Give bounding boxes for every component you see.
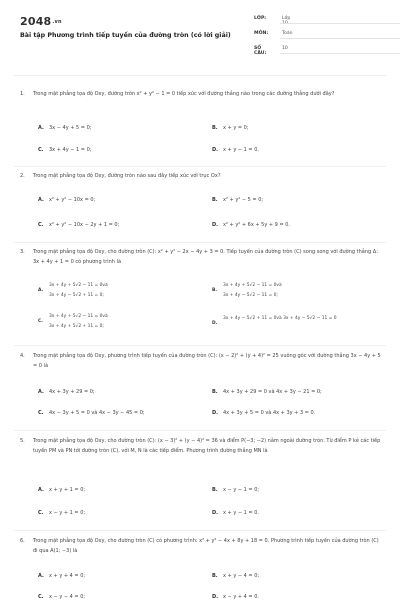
option-letter: B. <box>212 487 218 493</box>
option-text: x + y − 1 = 0. <box>223 510 259 516</box>
option-text: x + y − 4 = 0; <box>223 573 260 579</box>
option-letter: D. <box>212 321 218 326</box>
option-letter: B. <box>212 125 218 131</box>
meta-key: SỐ CÂU: <box>254 46 267 56</box>
option-letter: A. <box>38 389 44 395</box>
question-divider <box>14 166 386 167</box>
option-text: x + y + 1 = 0; <box>49 487 86 493</box>
meta-key: MÔN: <box>254 31 269 36</box>
question-number: 5. <box>20 438 25 444</box>
site-logo[interactable] <box>20 15 62 28</box>
option-text: 4x + 3y + 5 = 0 và 4x + 3y + 3 = 0. <box>223 410 316 416</box>
question-divider <box>14 430 386 431</box>
option-letter: A. <box>38 487 44 493</box>
question-number: 4. <box>20 353 25 359</box>
option-text: x − y + 1 = 0; <box>49 510 86 516</box>
header-divider <box>14 75 386 76</box>
option-letter: D. <box>212 222 219 228</box>
question-number: 2. <box>20 173 25 179</box>
option-text: x − y − 1 = 0; <box>223 487 260 493</box>
option-letter: C. <box>38 319 43 324</box>
page-title: Bài tập Phương trình tiếp tuyến của đường tròn (có lời giải) <box>20 32 231 39</box>
logo-suffix-text: .vn <box>52 19 62 25</box>
option-letter: B. <box>212 288 218 293</box>
question-number: 6. <box>20 538 25 544</box>
option-letter: C. <box>38 594 44 600</box>
option-letter: A. <box>38 573 44 579</box>
option-letter: C. <box>38 510 44 516</box>
meta-underline <box>280 38 400 39</box>
meta-underline <box>280 23 400 24</box>
question-text: Trong mặt phẳng tọa độ Oxy, cho đường tròn (C): (x − 3)² + (y − 4)² = 36 và điểm P(−3; −2) nằm ngoài đường tròn. Từ điểm P kẻ các tiếp tuyến PM và PN tới đường tròn (C), với M, N là các tiếp điểm. Phương trình đường thẳng MN là <box>33 438 381 454</box>
question-number: 3. <box>20 249 25 255</box>
option-text: 3x + 4y − 1 = 0; <box>49 147 92 153</box>
option-text-line2: 3x + 4y − 5√2 + 11 = 0; <box>49 293 104 298</box>
option-text: x + y + 4 = 0; <box>49 573 86 579</box>
question-text: Trong mặt phẳng tọa độ Oxy, cho đường tròn (C) có phương trình: x² + y² − 4x + 8y + 18 = 0. Phương trình tiếp tuyến của đường tròn (C) đi qua A(1; −3) là <box>33 538 379 554</box>
option-letter: C. <box>38 222 44 228</box>
option-text-line1: 3x + 4y + 5√2 − 11 = 0và <box>49 283 108 288</box>
option-text-line1: 3x + 4y + 5√2 − 11 = 0và <box>49 314 108 319</box>
option-text: x² + y² − 5 = 0; <box>223 197 264 203</box>
option-letter: D. <box>212 410 219 416</box>
meta-value: Lớp 10 <box>282 16 291 26</box>
option-letter: A. <box>38 125 44 131</box>
option-letter: A. <box>38 288 44 293</box>
option-letter: C. <box>38 410 44 416</box>
option-text: x − y + 4 = 0. <box>223 594 259 600</box>
option-text: 4x + 3y + 29 = 0; <box>49 389 95 395</box>
option-text: 3x − 4y + 5 = 0; <box>49 125 92 131</box>
meta-value: Toán <box>282 31 293 36</box>
option-text-line1: 3x + 4y − 5√2 + 11 = 0và 3x + 4y − 5√2 − 11 = 0 <box>223 316 337 321</box>
logo-main-text: 2048 <box>20 15 52 28</box>
option-text: x² + y² − 10x = 0; <box>49 197 96 203</box>
option-text: 4x − 3y + 5 = 0 và 4x − 3y − 45 = 0; <box>49 410 145 416</box>
question-divider <box>14 530 386 531</box>
question-number: 1. <box>20 91 25 97</box>
option-letter: B. <box>212 389 218 395</box>
option-letter: B. <box>212 197 218 203</box>
option-text: x² + y² − 10x − 2y + 1 = 0; <box>49 222 120 228</box>
option-text: 4x + 3y + 29 = 0 và 4x + 3y − 21 = 0; <box>223 389 322 395</box>
question-text: Trong mặt phẳng tọa độ Oxy, đường tròn nào sau đây tiếp xúc với trục Ox? <box>33 173 221 179</box>
option-text: x + y = 0; <box>223 125 249 131</box>
question-text: Trong mặt phẳng tọa độ Oxy, phương trình tiếp tuyến của đường tròn (C): (x − 2)² + (y + 4)² = 25 vuông góc với đường thẳng 3x − 4y + 5 = 0 là <box>33 353 381 369</box>
option-text-line2: 3x + 4y + 5√2 + 11 = 0; <box>49 324 104 329</box>
question-divider <box>14 345 386 346</box>
option-text-line1: 3x + 4y + 5√2 − 11 = 0và <box>223 283 282 288</box>
option-text: x + y − 1 = 0. <box>223 147 259 153</box>
option-letter: B. <box>212 573 218 579</box>
option-letter: D. <box>212 147 219 153</box>
option-text: x² + y² + 6x + 5y + 9 = 0. <box>223 222 290 228</box>
meta-key: LỚP: <box>254 16 267 21</box>
meta-underline <box>280 53 400 54</box>
option-letter: A. <box>38 197 44 203</box>
option-letter: C. <box>38 147 44 153</box>
meta-value: 10 <box>282 46 288 51</box>
option-letter: D. <box>212 594 219 600</box>
question-text: Trong mặt phẳng tọa độ Oxy, đường tròn x² + y² − 1 = 0 tiếp xúc với đường thẳng nào trong các đường thẳng dưới đây? <box>33 91 335 97</box>
question-text: Trong mặt phẳng tọa độ Oxy, cho đường tròn (C): x² + y² − 2x − 4y + 3 = 0. Tiếp tuyến của đường tròn (C) song song với đường thẳng Δ: 3x + 4y + 1 = 0 có phương trình là <box>33 249 378 265</box>
option-text-line2: 3x + 4y − 5√2 − 11 = 0; <box>223 293 278 298</box>
question-divider <box>14 242 386 243</box>
option-text: x − y − 4 = 0; <box>49 594 86 600</box>
option-letter: D. <box>212 510 219 516</box>
